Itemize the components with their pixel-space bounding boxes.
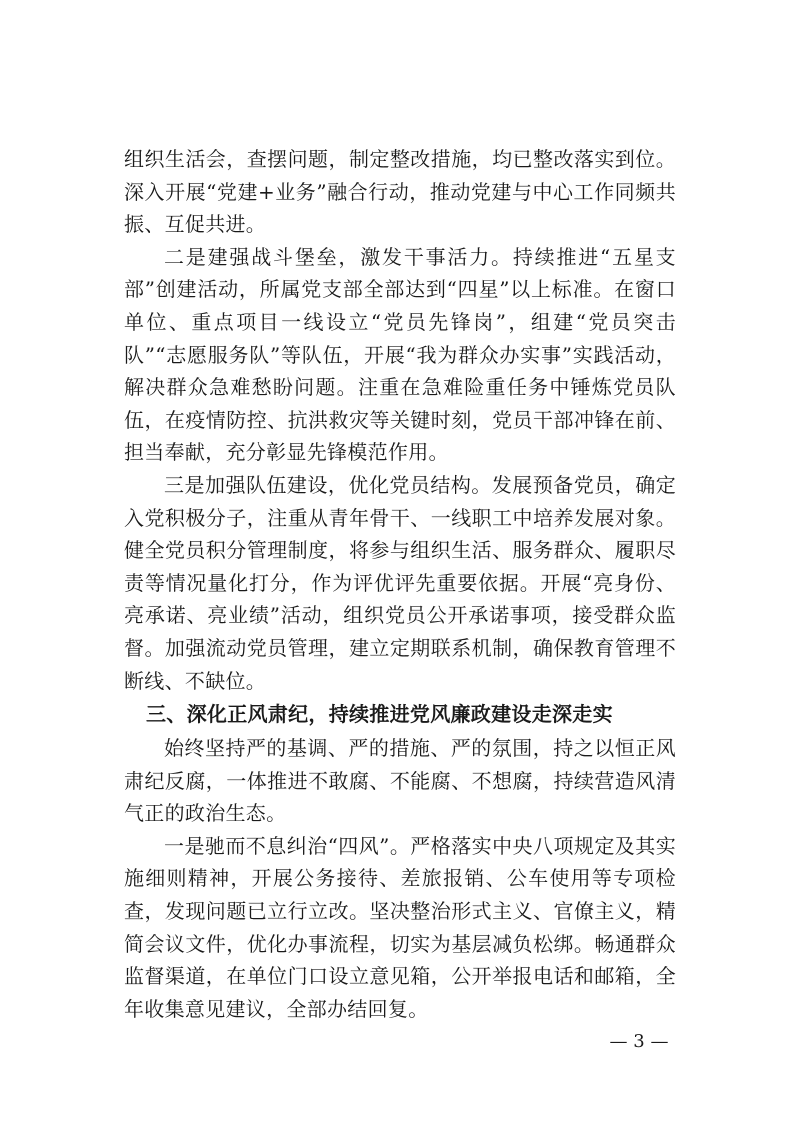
paragraph-team-building: 三是加强队伍建设，优化党员结构。发展预备党员，确定入党积极分子，注重从青年骨干、一线职工中培养发展对象。健全党员积分管理制度，将参与组织生活、服务群众、履职尽责等情况量化打分，作为评优评先重要依据。开展“亮身份、亮承诺、亮业绩”活动，组织党员公开承诺事项，接受群众监督。加强流动党员管理，建立定期联系机制，确保教育管理不断线、不缺位。 — [124, 472, 676, 693]
paragraph-continued: 组织生活会，查摆问题，制定整改措施，均已整改落实到位。深入开展“党建+业务”融合行动，推动党建与中心工作同频共振、互促共进。 — [124, 147, 676, 237]
page-number: — 3 — — [609, 1031, 669, 1052]
paragraph-party-branch: 二是建强战斗堡垒，激发干事活力。持续推进“五星支部”创建活动，所属党支部全部达到“四星”以上标准。在窗口单位、重点项目一线设立“党员先锋岗”，组建“党员突击队”“志愿服务队”等队伍，开展“我为群众办实事”实践活动，解决群众急难愁盼问题。注重在急难险重任务中锤炼党员队伍，在疫情防控、抗洪救灾等关键时刻，党员干部冲锋在前、担当奉献，充分彰显先锋模范作用。 — [124, 244, 676, 465]
section-heading: 三、深化正风肃纪，持续推进党风廉政建设走深走实 — [146, 702, 613, 727]
paragraph-section-intro: 始终坚持严的基调、严的措施、严的氛围，持之以恒正风肃纪反腐，一体推进不敢腐、不能腐、不想腐，持续营造风清气正的政治生态。 — [124, 736, 676, 826]
document-body — [124, 143, 676, 1025]
paragraph-four-winds: 一是驰而不息纠治“四风”。严格落实中央八项规定及其实施细则精神，开展公务接待、差旅报销、公车使用等专项检查，发现问题已立行立改。坚决整治形式主义、官僚主义，精简会议文件，优化办事流程，切实为基层减负松绑。畅通群众监督渠道，在单位门口设立意见箱，公开举报电话和邮箱，全年收集意见建议，全部办结回复。 — [124, 833, 676, 1021]
